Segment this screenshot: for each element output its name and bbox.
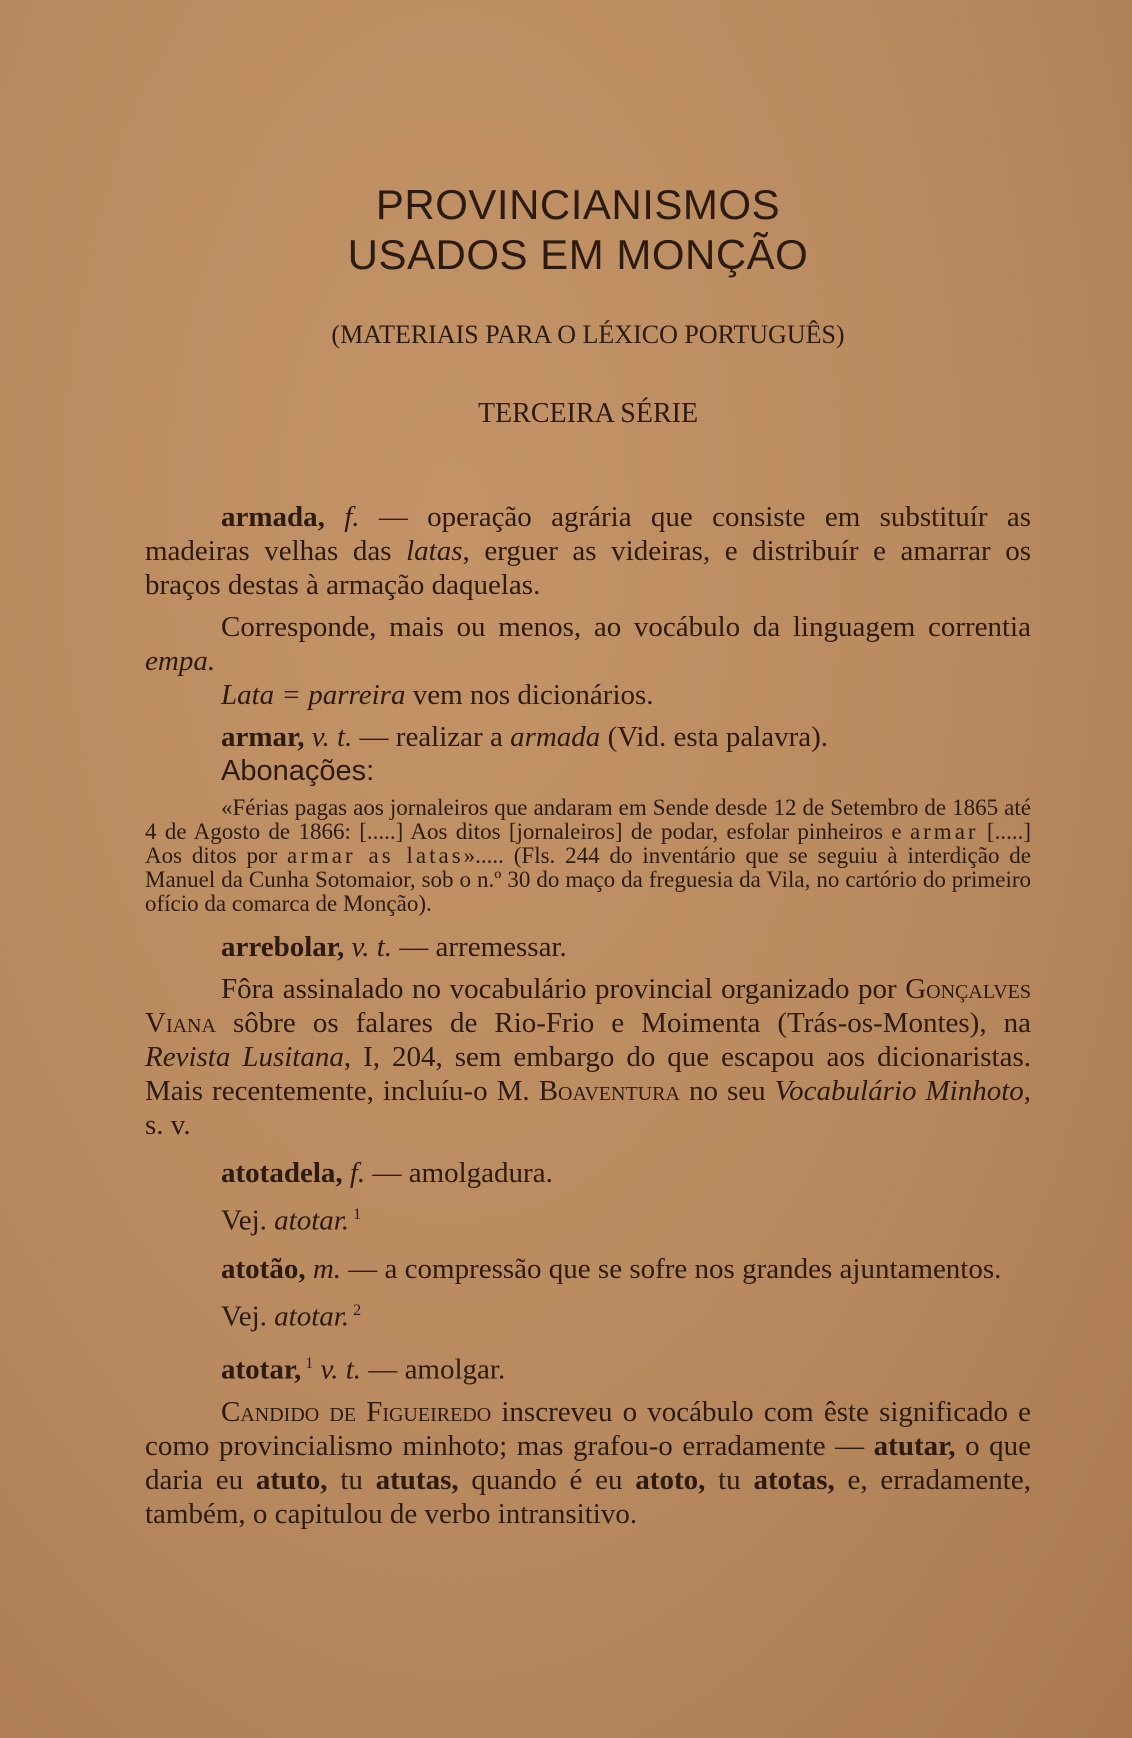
headword: atotadela, (221, 1157, 343, 1189)
grammar: v. t. (320, 1353, 362, 1386)
entry-note: Fôra assinalado no vocabulário provincial organizado por Gonçalves Viana sôbre os falares de Rio-Frio e Moimenta (Trás-os-Montes), na Revista Lusitana, I, 204, sem embargo do que escapou aos dicionaristas. Mais recentemente, incluíu-o M. Boaventura no seu Vocabulário Minhoto, s. v. (145, 973, 1031, 1141)
entry-note: Corresponde, mais ou menos, ao vocábulo da linguagem correntia empa. (145, 611, 1031, 677)
entry-atotao: atotão, m. — a compressão que se sofre nos grandes ajuntamentos. (221, 1252, 1002, 1285)
cross-reference: Vej. atotar. $^2$ (221, 1300, 362, 1333)
headword: armada, (221, 501, 325, 533)
headword: armar, (221, 721, 305, 753)
title-line-1: PROVINCIANISMOS (375, 181, 781, 228)
series-label: TERCEIRA SÉRIE (477, 398, 699, 429)
entry-atotadela: atotadela, f. — amolgadura. (221, 1157, 553, 1189)
title-line-2: USADOS EM MONÇÃO (347, 231, 809, 278)
grammar: m. (312, 1252, 342, 1285)
grammar: f. (344, 501, 360, 533)
page-title (125, 180, 1031, 280)
entries (145, 500, 1031, 1531)
entry-armar: armar, v. t. — realizar a armada (Vid. esta palavra). (221, 721, 829, 753)
entry-arrebolar: arrebolar, v. t. — arremessar. (221, 931, 567, 963)
abonacoes-label: Abonações: (221, 755, 375, 787)
entry-note: Candido de Figueiredo inscreveu o vocábulo com êste significado e como provincialismo minhoto; mas grafou-o erradamente — atutar, o que daria eu atuto, tu atutas, quando é eu atoto, tu atotas, e, erradamente, também, o capitulou de verbo intransitivo. (145, 1395, 1031, 1530)
entry-note: Lata = parreira vem nos dicionários. (221, 679, 654, 711)
subtitle: (MATERIAIS PARA O LÉXICO PORTUGUÊS) (331, 320, 845, 349)
grammar: v. t. (311, 721, 353, 753)
headword: arrebolar, (221, 931, 345, 963)
entry-atotar: atotar, $^1$ v. t. — amolgar. (221, 1353, 506, 1386)
page (145, 180, 1031, 1531)
grammar: v. t. (351, 931, 393, 963)
quotation: «Férias pagas aos jornaleiros que andaram em Sende desde 12 de Setembro de 1865 até 4 de Agosto de 1866: [.....] Aos ditos [jornaleiros] de podar, esfolar pinheiros e armar [.....] Aos ditos por armar as latas»..... (Fls. 244 do inventário que se seguiu à interdição de Manuel da Cunha Sotomaior, sob o n.º 30 do maço da freguesia da Vila, no cartório do primeiro ofício da comarca de Monção). (145, 795, 1032, 916)
entry-armada: armada, f. — operação agrária que consiste em substituír as madeiras velhas das latas, erguer as videiras, e distribuír e amarrar os braços destas à armação daquelas. (145, 501, 1031, 601)
headword: atotão, (221, 1252, 306, 1285)
cross-reference: Vej. atotar. $^1$ (221, 1204, 362, 1237)
headword: atotar, (221, 1353, 302, 1386)
grammar: f. (349, 1157, 366, 1189)
